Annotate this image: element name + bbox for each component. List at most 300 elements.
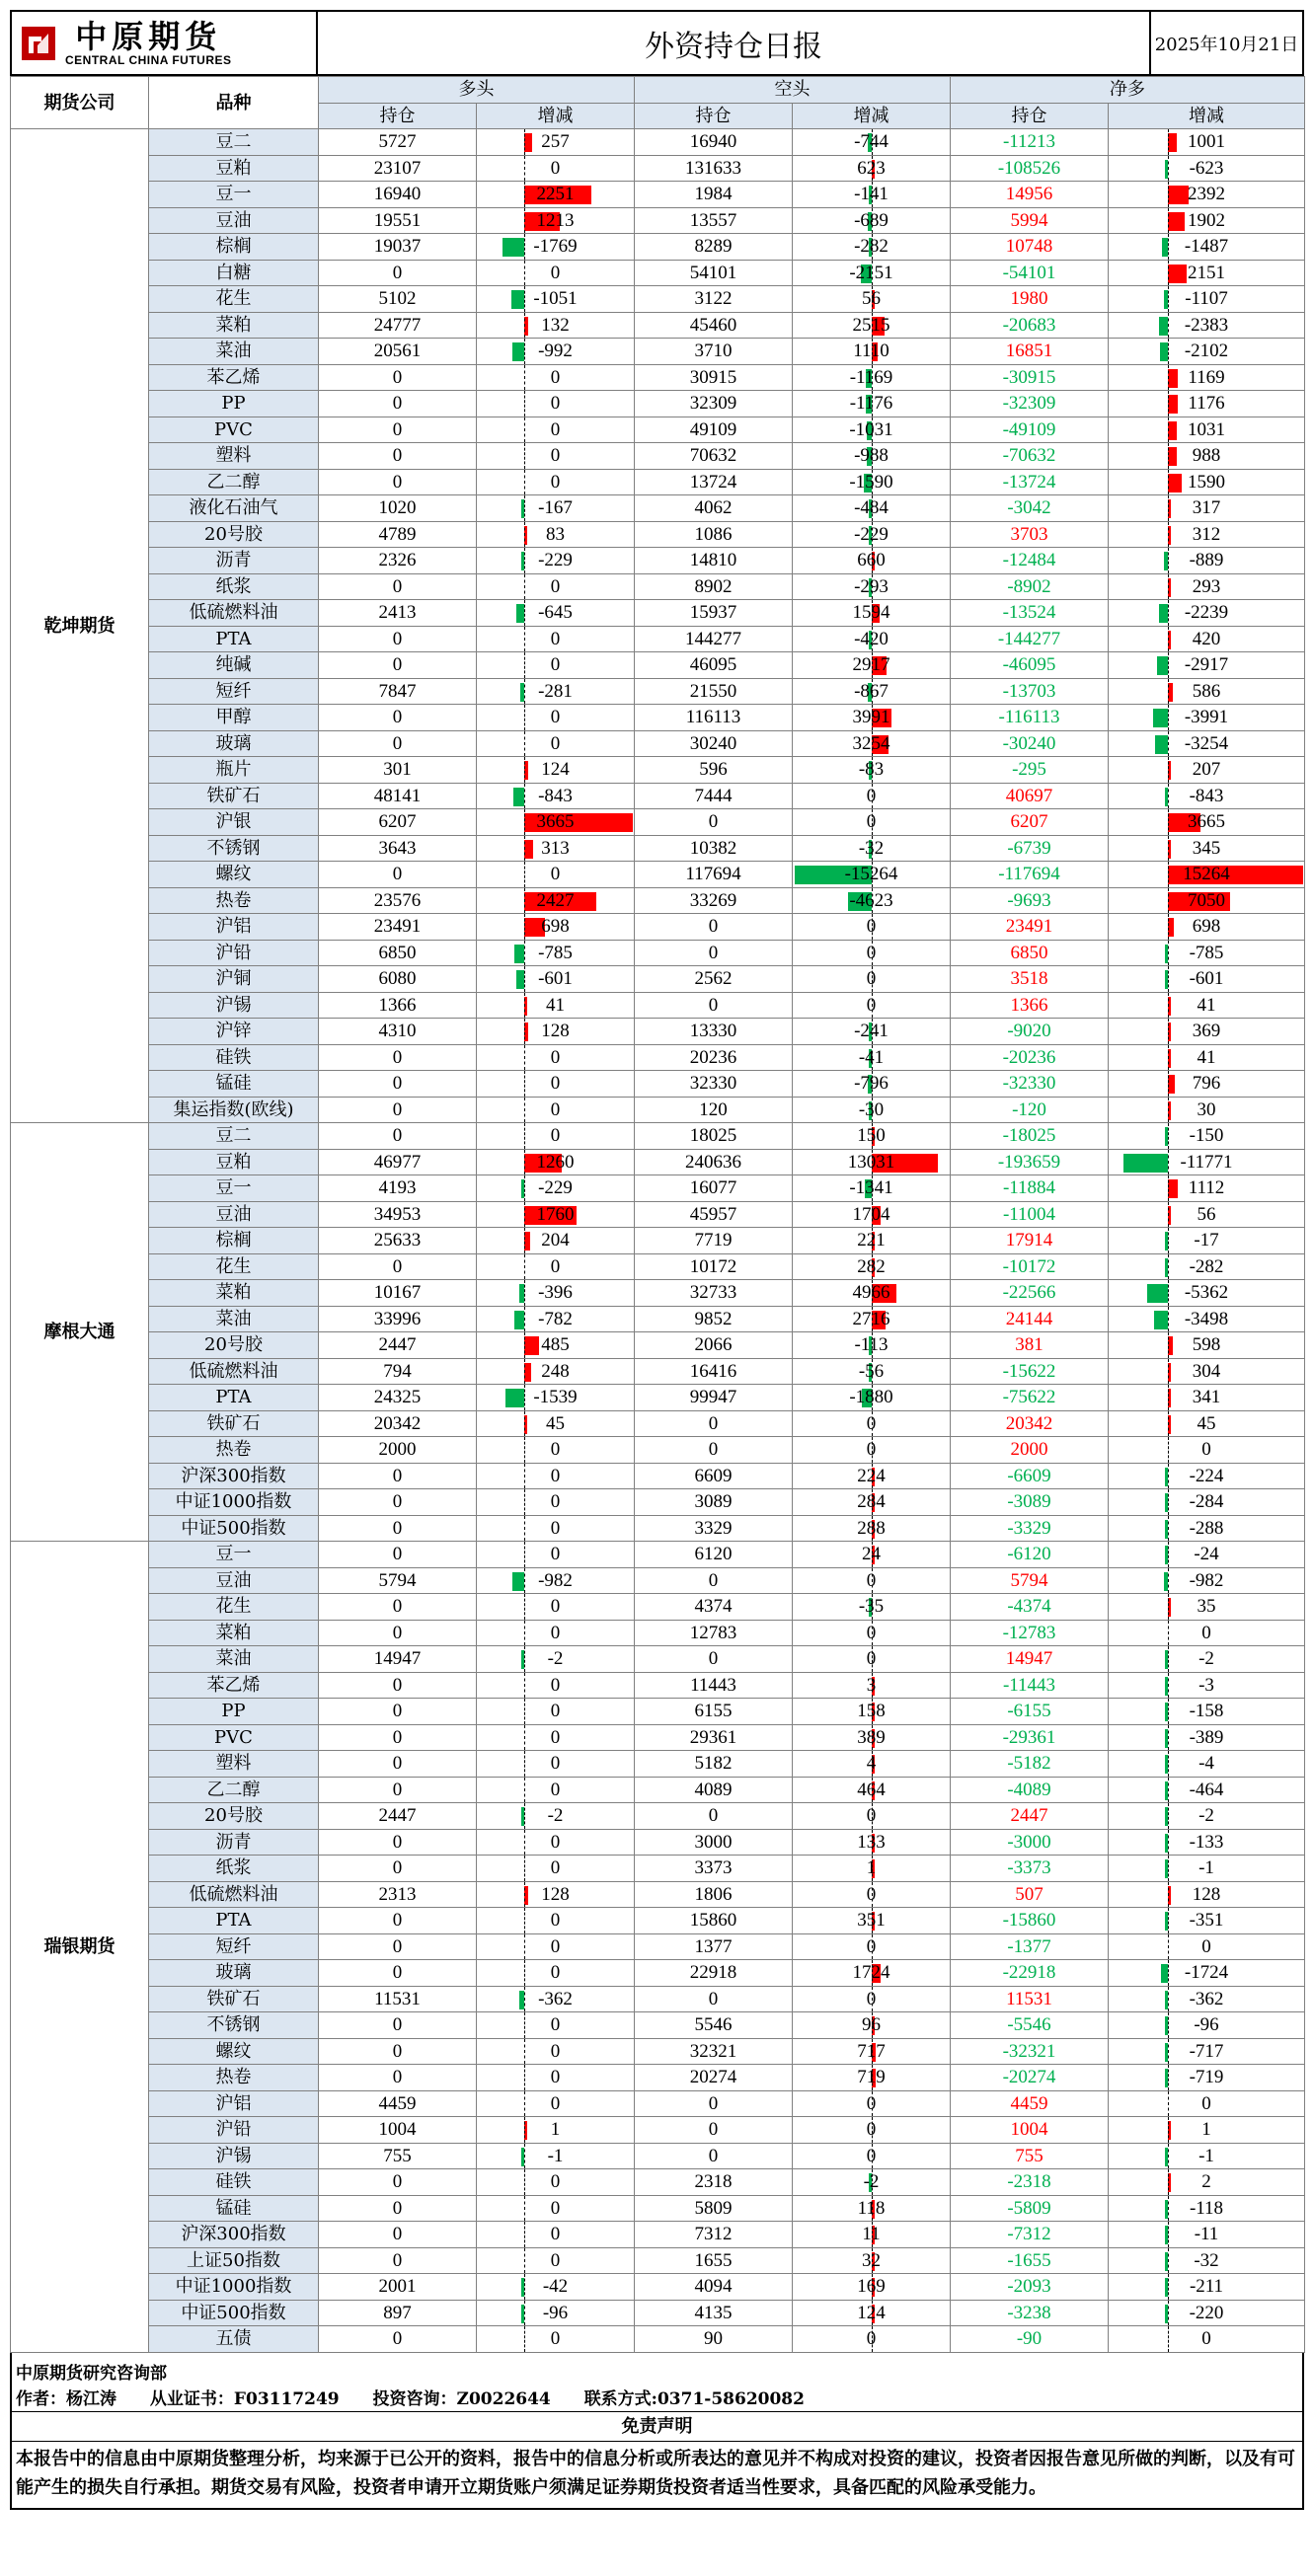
long-position: 5102 [319,286,477,313]
short-change [793,940,951,966]
product-name: PVC [149,1724,319,1751]
change-value: 0 [550,2014,561,2036]
bar-axis [524,1332,525,1358]
change-value: -229 [538,1177,573,1199]
short-change [793,887,951,914]
short-change [793,757,951,784]
bar-axis [1168,2012,1169,2038]
increase-bar [1168,421,1177,440]
short-change [793,182,951,208]
short-position: 240636 [635,1149,793,1175]
long-change [477,1410,635,1437]
change-value: -719 [1189,2067,1224,2088]
product-name: PTA [149,1908,319,1934]
change-value: -1031 [849,418,893,440]
table-row [11,1803,1305,1830]
product-name: 低硫燃料油 [149,1881,319,1908]
bar-axis [524,1673,525,1699]
change-value: -1169 [849,366,893,388]
bar-axis [1168,522,1169,548]
change-value: 0 [550,628,561,649]
change-value: -3 [1198,1674,1214,1696]
long-position: 0 [319,1908,477,1934]
short-change [793,1306,951,1332]
bar-axis [524,574,525,600]
bar-axis [524,1098,525,1123]
short-change [793,783,951,809]
net-change [1109,1646,1305,1673]
long-position: 0 [319,443,477,470]
change-value: 0 [866,785,877,806]
net-position: -3042 [951,495,1109,522]
long-change [477,1960,635,1987]
change-value: 1902 [1188,209,1225,231]
change-value: 1169 [1188,366,1225,388]
change-value: 0 [550,2328,561,2350]
net-position: 17914 [951,1228,1109,1254]
bar-axis [524,2091,525,2117]
change-value: 623 [857,157,886,179]
net-position: -12484 [951,548,1109,574]
bar-axis [1168,2065,1169,2090]
net-change [1109,1123,1305,1150]
change-value: 282 [857,1255,886,1277]
table-row [11,1960,1305,1987]
logo-text-cn: 中原期货 [75,17,222,55]
header-net: 净多 [951,77,1305,104]
change-value: 45 [1197,1412,1216,1434]
change-value: -32 [1194,2249,1219,2271]
change-value: 3665 [536,811,575,833]
short-position: 32733 [635,1280,793,1307]
long-change [477,1201,635,1228]
short-change [793,1358,951,1385]
bar-axis [1168,2326,1169,2352]
change-value: 1176 [1188,393,1225,415]
bar-axis [524,1019,525,1044]
net-position: -5182 [951,1751,1109,1778]
long-change [477,1542,635,1568]
short-change [793,2065,951,2091]
short-change [793,1620,951,1646]
change-value: 0 [550,2197,561,2219]
change-value: 0 [866,2119,877,2141]
table-row [11,2222,1305,2248]
short-change [793,2274,951,2301]
change-value: 0 [550,1674,561,1696]
net-position: 2000 [951,1437,1109,1464]
short-position: 70632 [635,443,793,470]
table-row [11,417,1305,443]
logo-text-en: CENTRAL CHINA FUTURES [65,52,232,67]
table-row [11,1175,1305,1202]
net-change [1109,1803,1305,1830]
change-value: -1051 [533,288,578,310]
change-value: 389 [857,1726,886,1748]
net-change [1109,2065,1305,2091]
change-value: -601 [1189,968,1224,990]
change-value: -282 [1189,1255,1224,1277]
increase-bar [1168,395,1179,414]
change-value: 41 [546,994,565,1016]
short-position: 8902 [635,573,793,600]
long-position: 3643 [319,835,477,862]
net-change [1109,2169,1305,2196]
change-value: -1176 [849,393,893,415]
net-change [1109,1019,1305,1045]
bar-axis [524,627,525,652]
change-value: 313 [541,837,570,859]
long-change [477,992,635,1019]
change-value: 0 [550,157,561,179]
short-change [793,1175,951,1202]
bar-axis [1168,2169,1169,2195]
table-row [11,966,1305,993]
short-position: 4094 [635,2274,793,2301]
change-value: 0 [550,1857,561,1879]
bar-axis [524,809,525,835]
change-value: -2239 [1184,602,1229,624]
bar-axis [524,679,525,705]
long-position: 0 [319,1620,477,1646]
change-value: 341 [1192,1387,1221,1408]
product-name: 沪锡 [149,2143,319,2169]
short-change [793,391,951,417]
net-position: 14947 [951,1646,1109,1673]
change-value: -150 [1189,1125,1224,1147]
decrease-bar [1154,1311,1167,1329]
short-change [793,2195,951,2222]
long-change [477,1463,635,1489]
short-change [793,207,951,234]
bar-axis [1168,1882,1169,1908]
increase-bar [1168,1075,1175,1094]
increase-bar [1168,474,1182,492]
change-value: -992 [538,341,573,362]
net-change [1109,1201,1305,1228]
product-name: 五债 [149,2326,319,2353]
table-row [11,940,1305,966]
change-value: 3254 [852,732,890,754]
table-row [11,1751,1305,1778]
change-value: 158 [857,1701,886,1722]
long-change [477,1228,635,1254]
increase-bar [524,133,532,152]
long-position: 16940 [319,182,477,208]
table-row [11,1856,1305,1882]
short-position: 8289 [635,234,793,261]
change-value: -717 [1189,2040,1224,2062]
change-value: 2251 [536,184,575,205]
bar-axis [1168,1489,1169,1515]
net-position: -3329 [951,1515,1109,1542]
change-value: 2515 [852,314,890,336]
short-position: 3710 [635,339,793,365]
product-name: 液化石油气 [149,495,319,522]
long-change [477,887,635,914]
product-name: 苯乙烯 [149,364,319,391]
bar-axis [524,443,525,469]
product-name: 沪铝 [149,914,319,941]
product-name: 不锈钢 [149,835,319,862]
net-position: 6850 [951,940,1109,966]
bar-axis [524,1071,525,1097]
change-value: 796 [1192,1073,1221,1095]
net-change [1109,1044,1305,1071]
change-value: -2 [547,1648,564,1670]
product-name: 中证1000指数 [149,1489,319,1516]
net-position: -18025 [951,1123,1109,1150]
short-change [793,1751,951,1778]
short-position: 2562 [635,966,793,993]
long-change [477,705,635,731]
change-value: 3665 [1188,811,1225,833]
short-position: 0 [635,1567,793,1594]
bar-axis [524,129,525,155]
bar-axis [1168,1542,1169,1567]
table-row [11,2065,1305,2091]
long-position: 4789 [319,521,477,548]
net-position: -6120 [951,1542,1109,1568]
company-name: 瑞银期货 [11,1542,149,2353]
net-change [1109,1829,1305,1856]
long-change [477,1829,635,1856]
short-change [793,600,951,627]
product-name: PVC [149,417,319,443]
bar-axis [1168,417,1169,443]
bar-axis [524,966,525,992]
bar-axis [1168,652,1169,678]
short-change [793,1856,951,1882]
product-name: 花生 [149,1253,319,1280]
product-name: 菜油 [149,1306,319,1332]
change-value: 224 [857,1465,886,1486]
increase-bar [1168,369,1179,388]
product-name: 瓶片 [149,757,319,784]
net-position: -13524 [951,600,1109,627]
long-position: 0 [319,391,477,417]
table-row [11,783,1305,809]
short-change [793,809,951,836]
long-change [477,1672,635,1699]
bar-axis [524,391,525,417]
bar-axis [524,1568,525,1594]
product-name: 纯碱 [149,652,319,679]
net-position: 14956 [951,182,1109,208]
bar-axis [524,470,525,495]
product-name: 沪铝 [149,2090,319,2117]
net-change [1109,730,1305,757]
table-row [11,1881,1305,1908]
bar-axis [1168,1934,1169,1960]
change-value: 0 [866,1622,877,1643]
short-position: 15937 [635,600,793,627]
product-name: 锰硅 [149,1071,319,1098]
bar-axis [1168,1359,1169,1385]
change-value: 3991 [852,707,890,728]
table-row [11,914,1305,941]
table-row [11,1515,1305,1542]
change-value: 0 [550,575,561,597]
product-name: 中证500指数 [149,2300,319,2326]
change-value: 128 [541,1883,570,1905]
change-value: 41 [1197,1046,1216,1068]
bar-axis [524,1437,525,1463]
long-change [477,2195,635,2222]
short-change [793,417,951,443]
short-position: 20236 [635,1044,793,1071]
long-change [477,652,635,679]
long-change [477,1306,635,1332]
short-position: 2318 [635,2169,793,2196]
long-position: 23107 [319,155,477,182]
bar-axis [524,1228,525,1253]
long-position: 0 [319,260,477,286]
product-name: 白糖 [149,260,319,286]
product-name: 螺纹 [149,2038,319,2065]
long-position: 0 [319,1960,477,1987]
change-value: 150 [857,1125,886,1147]
change-value: 698 [1192,916,1221,938]
change-value: -982 [538,1569,573,1591]
change-value: -3498 [1184,1308,1229,1329]
decrease-bar [505,1389,524,1407]
long-position: 794 [319,1358,477,1385]
product-name: 不锈钢 [149,2012,319,2039]
change-value: 4966 [852,1282,890,1304]
short-position: 1655 [635,2247,793,2274]
bar-axis [1168,1098,1169,1123]
change-value: 0 [866,994,877,1016]
bar-axis [524,1751,525,1777]
net-change [1109,234,1305,261]
bar-axis [524,2248,525,2274]
table-row [11,2247,1305,2274]
table-row [11,992,1305,1019]
change-value: -645 [538,602,573,624]
short-position: 45957 [635,1201,793,1228]
change-value: -2 [1198,1648,1214,1670]
long-position: 301 [319,757,477,784]
bar-axis [1168,495,1169,521]
table-row [11,1672,1305,1699]
table-row [11,443,1305,470]
bar-axis [524,1987,525,2012]
change-value: -35 [858,1596,885,1618]
net-position: 3518 [951,966,1109,993]
change-value: 0 [550,1753,561,1775]
short-position: 90 [635,2326,793,2353]
short-position: 30240 [635,730,793,757]
bar-axis [1168,1150,1169,1175]
long-change [477,1515,635,1542]
long-position: 46977 [319,1149,477,1175]
bar-axis [1168,757,1169,783]
table-row [11,1567,1305,1594]
change-value: 0 [866,1883,877,1905]
long-change [477,1175,635,1202]
bar-axis [1168,129,1169,155]
change-value: 1001 [1188,131,1225,153]
net-change [1109,1071,1305,1098]
net-position: 507 [951,1881,1109,1908]
bar-axis [1168,1228,1169,1253]
net-change [1109,1437,1305,1464]
bar-axis [524,234,525,260]
change-value: 284 [857,1491,886,1513]
bar-axis [1168,1464,1169,1489]
disclaimer-title: 免责声明 [12,2412,1302,2442]
decrease-bar [1155,735,1167,754]
net-change [1109,678,1305,705]
bar-axis [1168,1908,1169,1933]
logo-mark-icon [22,27,55,60]
increase-bar [1168,1179,1178,1198]
bar-axis [524,261,525,286]
table-row [11,1594,1305,1621]
short-change [793,1515,951,1542]
change-value: 288 [857,1517,886,1539]
product-name: 低硫燃料油 [149,1358,319,1385]
short-change [793,155,951,182]
change-value: 0 [866,1935,877,1957]
short-position: 6120 [635,1542,793,1568]
net-change [1109,312,1305,339]
short-change [793,678,951,705]
net-position: -9020 [951,1019,1109,1045]
net-position: -116113 [951,705,1109,731]
product-name: 螺纹 [149,862,319,888]
table-row [11,129,1305,156]
short-change [793,2038,951,2065]
net-position: -5546 [951,2012,1109,2039]
bar-axis [524,862,525,887]
change-value: -1769 [533,236,578,258]
bar-axis [524,548,525,573]
table-row [11,1306,1305,1332]
change-value: -282 [854,236,889,258]
bar-axis [1168,2301,1169,2326]
increase-bar [524,840,533,859]
change-value: -113 [854,1334,889,1356]
change-value: -782 [538,1308,573,1329]
bar-axis [1168,1987,1169,2012]
bar-axis [524,1464,525,1489]
change-value: 2151 [1188,262,1225,283]
change-value: 420 [1192,628,1221,649]
product-name: 乙二醇 [149,1777,319,1803]
long-position: 6207 [319,809,477,836]
bar-axis [524,757,525,783]
short-position: 596 [635,757,793,784]
bar-axis [1168,1071,1169,1097]
short-position: 4374 [635,1594,793,1621]
change-value: 717 [857,2040,886,2062]
bar-axis [1168,914,1169,940]
change-value: 1112 [1188,1177,1225,1199]
long-change [477,443,635,470]
bar-axis [1168,1673,1169,1699]
bar-axis [1168,470,1169,495]
change-value: -843 [1189,785,1224,806]
table-row [11,364,1305,391]
change-value: 0 [866,2328,877,2350]
net-change [1109,2222,1305,2248]
short-change [793,2090,951,2117]
header-product: 品种 [149,77,319,129]
change-value: -623 [1189,157,1224,179]
report-header [10,10,1304,76]
